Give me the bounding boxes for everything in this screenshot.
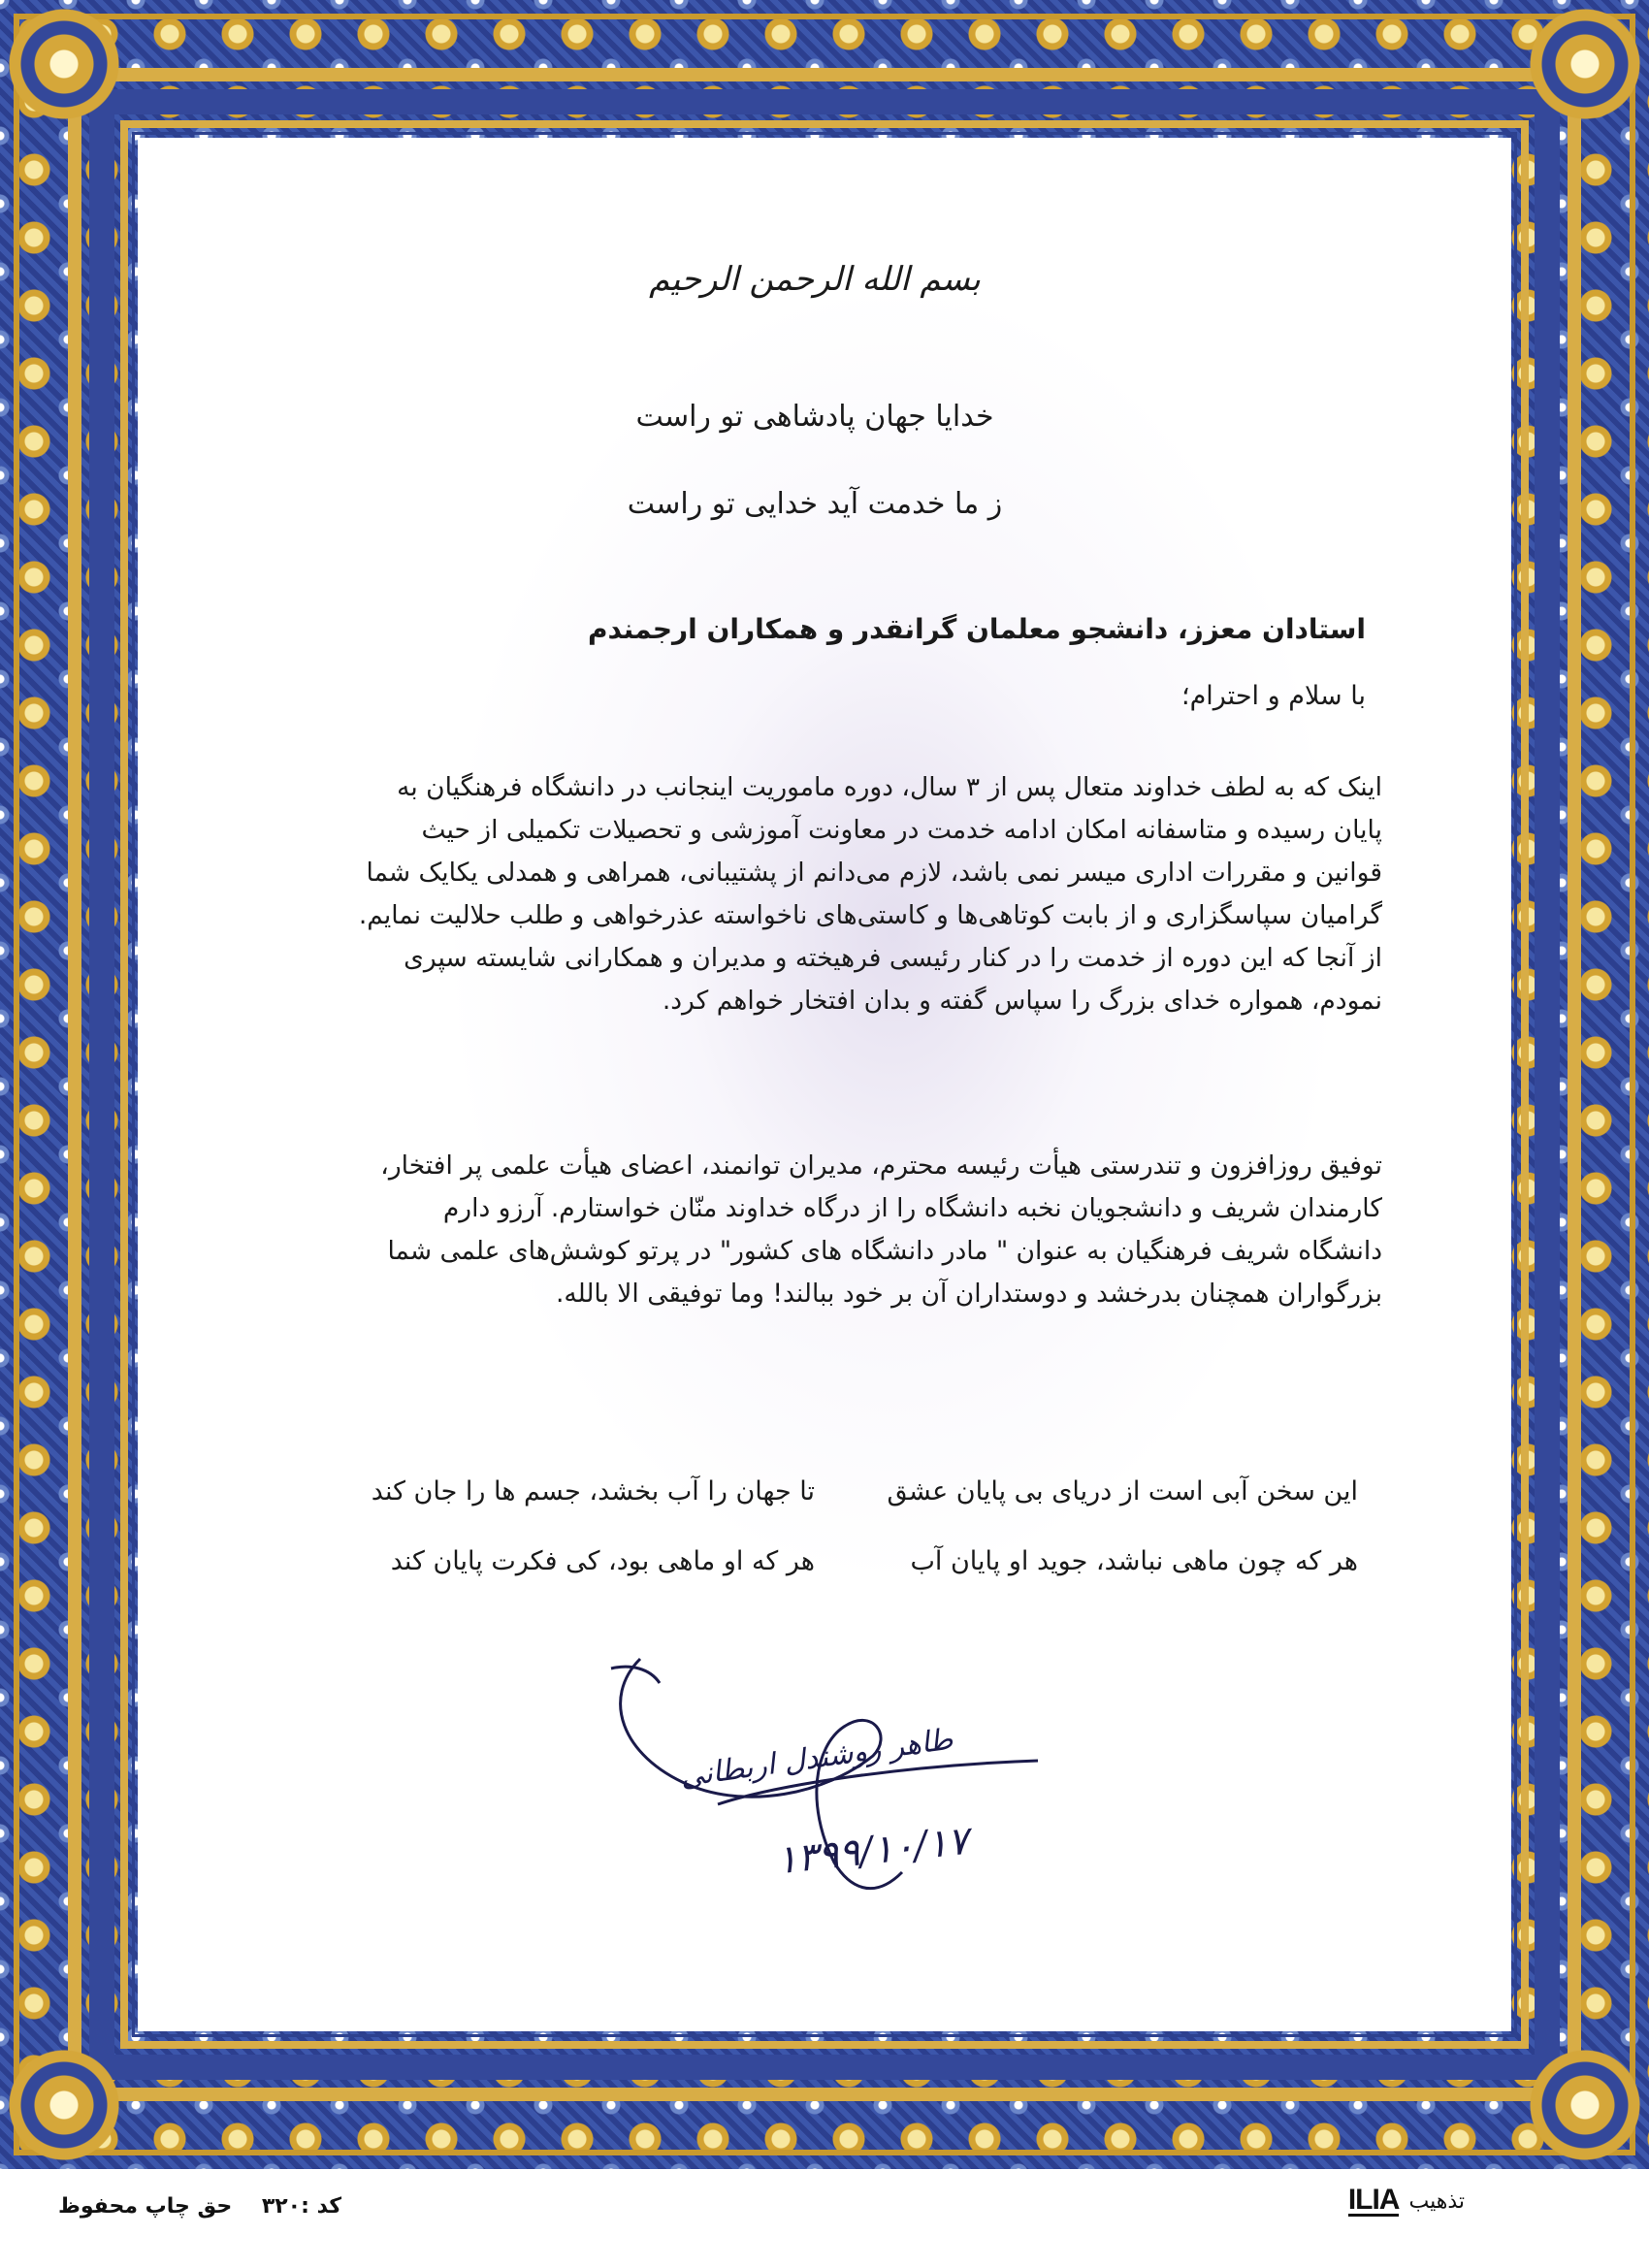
paragraph-line: گرامیان سپاسگزاری و از بابت کوتاهی‌ها و کاستی‌های ناخواسته عذرخواهی و طلب حلالیت نمایم. [358,900,1382,930]
paragraph-2 [276,1145,1382,1315]
corner-ornament-icon [6,6,122,122]
tazhib-label: تذهیب [1408,2189,1465,2214]
paragraph-line: پایان رسیده و متاسفانه امکان ادامه خدمت در معاونت آموزشی و تحصیلات تکمیلی از حیث [421,815,1382,845]
paragraph-line: قوانین و مقررات اداری میسر نمی باشد، لازم می‌دانم از پشتیبانی، همراهی و همدلی یکایک شما [366,858,1382,888]
verse-line-2: ز ما خدمت آید خدایی تو راست [627,487,1003,521]
paragraph-line: اینک که به لطف خداوند متعال پس از ۳ سال، دوره ماموریت اینجانب در دانشگاه فرهنگیان به [397,772,1382,802]
code-label: کد :۳۲۰ [261,2194,342,2219]
corner-ornament-icon [1527,2047,1643,2163]
paragraph-line: توفیق روزافزون و تندرستی هیأت رئیسه محترم، مدیران توانمند، اعضای هیأت علمی پر افتخار، [380,1150,1382,1181]
ilia-logo: ILIA [1347,2184,1400,2216]
paragraph-line: نمودم، همواره خدای بزرگ را سپاس گفته و بدان افتخار خواهم کرد. [662,986,1382,1016]
signature-date: ۱۳۹۹/۱۰/۱۷ [774,1818,971,1884]
paragraph-line: دانشگاه شریف فرهنگیان به عنوان " مادر دانشگاه های کشور" در پرتو کوشش‌های علمی شما [387,1236,1382,1266]
signature-name: طاهر روشندل اربطانی [677,1722,955,1795]
poem-line-1-first-hemistich: این سخن آبی است از دریای بی پایان عشق [887,1476,1358,1507]
poem-line-2-second-hemistich: هر که او ماهی بود، کی فکرت پایان کند [390,1546,815,1576]
paragraph-line: کارمندان شریف و دانشجویان نخبه دانشگاه را از درگاه خداوند منّان خواستارم. آرزو دارم [442,1193,1382,1223]
greeting: با سلام و احترام؛ [1180,681,1366,711]
basmala: بسم الله الرحمن الرحیم [649,260,981,299]
footer-publisher [1347,2184,1465,2217]
salutation: استادان معزز، دانشجو معلمان گرانقدر و همکاران ارجمندم [587,613,1366,645]
verse-line-1: خدایا جهان پادشاهی تو راست [635,400,994,434]
footer-code [58,2194,341,2219]
paragraph-line: از آنجا که این دوره از خدمت را در کنار رئیسی فرهیخته و مدیران و همکارانی شایسته سپری [404,943,1382,973]
signature-icon [582,1639,1086,1921]
corner-ornament-icon [6,2047,122,2163]
copyright-label: حق چاپ محفوظ [58,2194,233,2219]
poem-line-2-first-hemistich: هر که چون ماهی نباشد، جوید او پایان آب [910,1546,1358,1576]
paragraph-line: بزرگواران همچنان بدرخشد و دوستداران آن بر خود ببالند! وما توفیقی الا بالله. [555,1279,1382,1309]
poem-line-1-second-hemistich: تا جهان را آب بخشد، جسم ها را جان کند [371,1476,815,1507]
corner-ornament-icon [1527,6,1643,122]
paragraph-1 [276,766,1382,1022]
